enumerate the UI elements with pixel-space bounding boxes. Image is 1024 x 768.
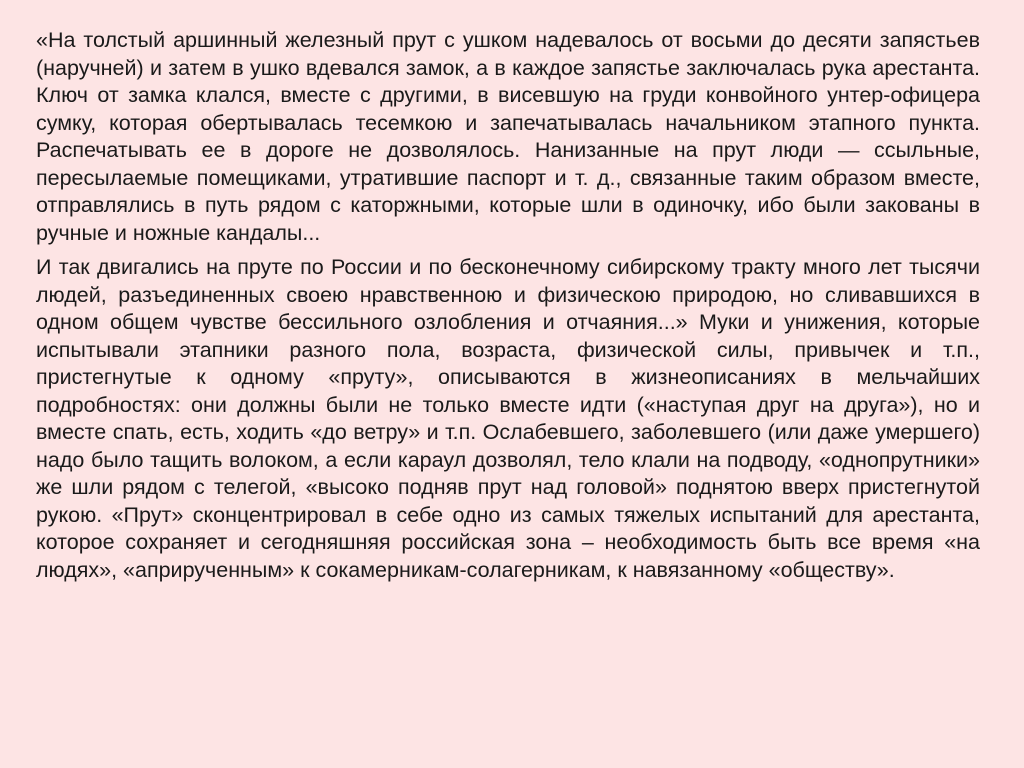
- paragraph-main: И так двигались на пруте по России и по бесконечному сибирскому тракту много лет тысячи людей, разъединенных своею нравственною и физическою природою, но сливавшихся в одном общем чувстве бессильного озлобления и отчаяния...» Муки и унижения, которые испытывали этапники разного пола, возраста, физической силы, привычек и т.п., пристегнутые к одному «пруту», описываются в жизнеописаниях в мельчайших подробностях: они должны были не только вместе идти («наступая друг на друга»), но и вместе спать, есть, ходить «до ветру» и т.п. Ослабевшего, заболевшего (или даже умершего) надо было тащить волоком, а если караул дозволял, тело клали на подводу, «однопрутники» же шли рядом с телегой, «высоко подняв прут над головой» поднятою вверх пристегнутой рукою. «Прут» сконцентрировал в себе одно из самых тяжелых испытаний для арестанта, которое сохраняет и сегодняшняя российская зона – необходимость быть все время «на людях», «априрученным» к сокамерникам-солагерникам, к навязанному «обществу».: [36, 255, 980, 582]
- paragraph-quote: «На толстый аршинный железный прут с ушком надевалось от восьми до десяти запястьев (наручней) и затем в ушко вдевался замок, а в каждое запястье заключалась рука арестанта. Ключ от замка клался, вместе с другими, в висевшую на груди конвойного унтер-офицера сумку, которая обертывалась тесемкою и запечатывалась начальником этапного пункта. Распечатывать ее в дороге не дозволялось. Нанизанные на прут люди — ссыльные, пересылаемые помещиками, утратившие паспорт и т. д., связанные таким образом вместе, отправлялись в путь рядом с каторжными, которые шли в одиночку, ибо были закованы в ручные и ножные кандалы...: [36, 28, 980, 245]
